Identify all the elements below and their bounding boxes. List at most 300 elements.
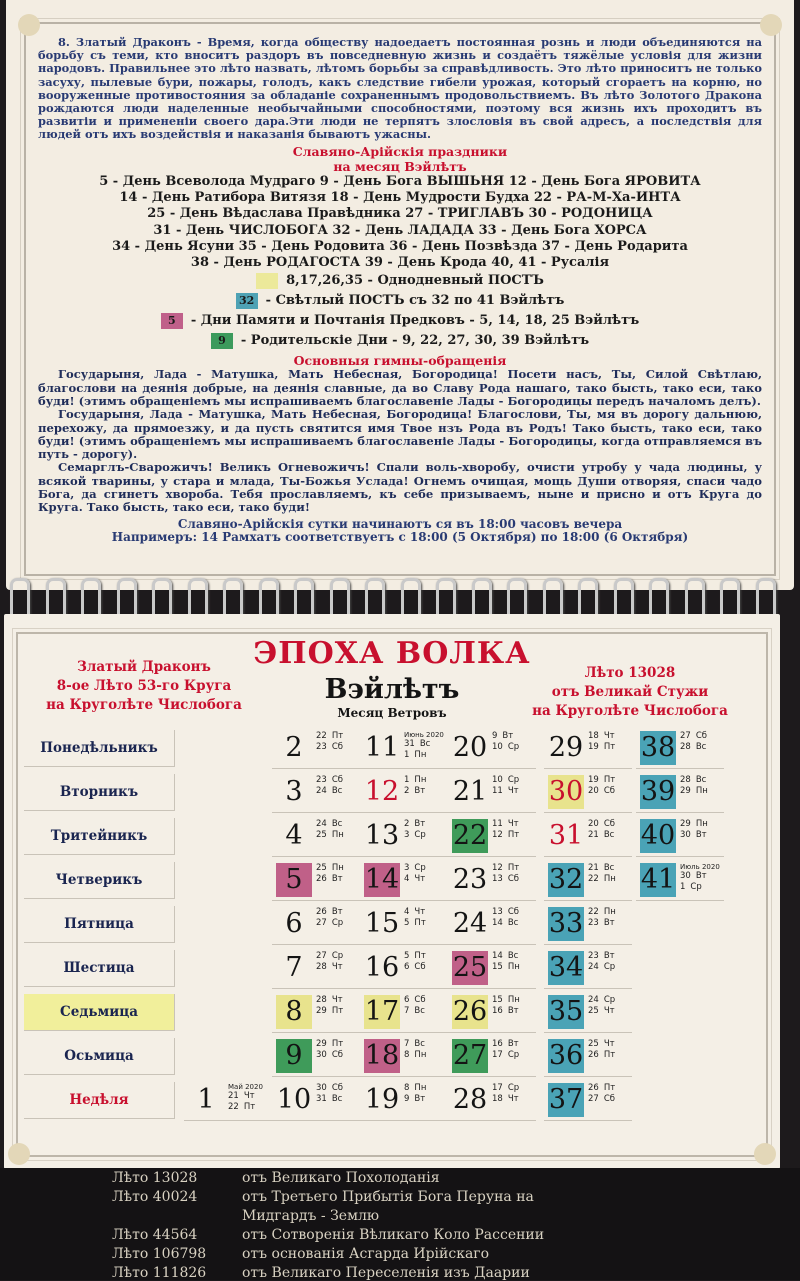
gregorian-day: 8 <box>404 1050 410 1060</box>
holiday-line: 34 - День Ясуни 35 - День Родовита 36 - День Позвѣзда 37 - День Родарита <box>112 238 688 254</box>
gregorian-weekday: Сб <box>331 742 344 752</box>
calendar-day-cell[interactable] <box>360 905 448 943</box>
gregorian-weekday: Ср <box>603 995 616 1005</box>
calendar-day-cell[interactable] <box>448 773 536 811</box>
row-divider <box>448 1120 536 1121</box>
gregorian-date <box>404 951 448 962</box>
gregorian-weekday: Вс <box>419 739 431 749</box>
calendar-day-cell[interactable] <box>544 905 632 943</box>
upper-calendar-page <box>6 0 794 590</box>
row-divider <box>636 856 724 857</box>
weekday-label: Тритейникъ <box>24 818 175 855</box>
day-number: 2 <box>285 732 303 763</box>
calendar-day-cell[interactable] <box>360 993 448 1031</box>
row-divider <box>636 900 724 901</box>
gregorian-weekday: Сб <box>507 874 520 884</box>
day-number: 20 <box>452 732 488 763</box>
gregorian-weekday: Пт <box>603 1083 616 1093</box>
gregorian-dates <box>316 731 360 765</box>
gregorian-day: 23 <box>316 775 327 785</box>
background-text: отъ Третьего Прибытія Бога Перуна на <box>242 1189 534 1205</box>
gregorian-weekday: Пт <box>603 742 616 752</box>
gregorian-day: 12 <box>492 863 503 873</box>
gregorian-weekday: Ср <box>414 830 426 840</box>
gregorian-weekday: Чт <box>507 1094 519 1104</box>
day-number: 35 <box>548 996 584 1027</box>
calendar-day-cell[interactable] <box>448 949 536 987</box>
gregorian-day: 22 <box>316 731 327 741</box>
gregorian-weekday: Пн <box>331 863 344 873</box>
day-number: 3 <box>285 776 303 807</box>
calendar-day-cell[interactable] <box>636 861 724 899</box>
gregorian-date <box>492 731 536 742</box>
gregorian-date <box>492 1094 536 1105</box>
calendar-day-cell[interactable] <box>360 861 448 899</box>
gregorian-day: 1 <box>404 750 410 760</box>
holiday-line: 25 - День Вѣдаслава Правѣдника 27 - ТРИГЛАВЪ 30 - РОДОНИЦА <box>147 206 653 222</box>
calendar-day-cell[interactable] <box>448 861 536 899</box>
row-divider <box>544 1120 632 1121</box>
gregorian-month: Июль 2020 <box>680 863 720 871</box>
gregorian-day: 5 <box>404 951 410 961</box>
calendar-day-cell[interactable] <box>448 905 536 943</box>
day-number: 33 <box>548 908 584 939</box>
gregorian-month: Май 2020 <box>228 1083 263 1091</box>
day-number: 41 <box>640 864 676 895</box>
gregorian-weekday: Вт <box>414 1094 426 1104</box>
calendar-day-cell[interactable] <box>272 861 360 899</box>
background-calendar-text <box>0 1168 800 1280</box>
gregorian-weekday: Пт <box>603 1050 616 1060</box>
day-number: 11 <box>364 732 400 763</box>
gregorian-dates <box>228 1083 272 1117</box>
gregorian-date <box>316 742 360 753</box>
gregorian-date <box>492 742 536 753</box>
day-number: 6 <box>285 908 303 939</box>
calendar-day-cell[interactable] <box>360 949 448 987</box>
gregorian-date <box>588 775 632 786</box>
gregorian-weekday: Вт <box>695 871 707 881</box>
gregorian-dates <box>404 907 448 941</box>
weekday-label: Четверикъ <box>24 862 175 899</box>
gregorian-day: 18 <box>588 731 599 741</box>
gregorian-date <box>588 1039 632 1050</box>
gregorian-date <box>588 742 632 753</box>
calendar-day-cell[interactable] <box>636 729 724 767</box>
gregorian-date <box>316 786 360 797</box>
gregorian-date <box>404 786 448 797</box>
gregorian-date <box>492 951 536 962</box>
gregorian-day: 27 <box>316 918 327 928</box>
row-divider <box>272 1032 360 1033</box>
gregorian-date <box>680 775 724 786</box>
day-number: 24 <box>452 908 488 939</box>
gregorian-weekday: Вт <box>603 951 615 961</box>
gregorian-date <box>492 1006 536 1017</box>
gregorian-weekday: Вт <box>331 874 343 884</box>
gregorian-date <box>404 874 448 885</box>
gregorian-weekday: Пт <box>331 1006 344 1016</box>
calendar-day-cell[interactable] <box>448 1081 536 1119</box>
row-divider <box>272 988 360 989</box>
gregorian-date <box>404 739 448 750</box>
calendar-day-cell[interactable] <box>544 949 632 987</box>
calendar-day-cell[interactable] <box>448 1037 536 1075</box>
gregorian-day: 7 <box>404 1006 410 1016</box>
gregorian-day: 22 <box>228 1102 239 1112</box>
gregorian-weekday: Пн <box>414 775 427 785</box>
calendar-day-cell[interactable] <box>544 861 632 899</box>
gregorian-date <box>492 918 536 929</box>
background-text: отъ Великаго Похолоданія <box>242 1170 440 1186</box>
gregorian-weekday: Вс <box>414 1006 425 1016</box>
legend-text: - Родительскіе Дни - 9, 22, 27, 30, 39 Вэйлѣтъ <box>240 333 590 349</box>
calendar-day-cell[interactable] <box>636 817 724 855</box>
gregorian-day: 14 <box>492 918 503 928</box>
day-number: 16 <box>364 952 400 983</box>
gregorian-dates <box>680 731 724 765</box>
gregorian-date <box>404 750 448 761</box>
corner-ornament <box>754 1143 776 1165</box>
row-divider <box>544 768 632 769</box>
day-number: 28 <box>452 1084 488 1115</box>
calendar-day-cell[interactable] <box>448 817 536 855</box>
gregorian-day: 13 <box>492 874 503 884</box>
gregorian-weekday: Сб <box>603 786 616 796</box>
gregorian-date <box>316 1039 360 1050</box>
day-number: 14 <box>364 864 400 895</box>
gregorian-date <box>316 918 360 929</box>
gregorian-dates <box>588 731 632 765</box>
calendar-day-cell[interactable] <box>544 773 632 811</box>
gregorian-day: 3 <box>404 830 410 840</box>
calendar-day-cell[interactable] <box>360 773 448 811</box>
gregorian-date <box>588 962 632 973</box>
gregorian-date <box>316 1094 360 1105</box>
gregorian-day: 9 <box>492 731 498 741</box>
gregorian-dates <box>492 731 536 765</box>
gregorian-date <box>492 907 536 918</box>
gregorian-date <box>492 995 536 1006</box>
gregorian-weekday: Вс <box>507 918 519 928</box>
gregorian-dates <box>588 907 632 941</box>
gregorian-weekday: Вс <box>603 863 615 873</box>
gregorian-date <box>492 786 536 797</box>
gregorian-day: 23 <box>588 951 599 961</box>
gregorian-day: 16 <box>492 1039 503 1049</box>
gregorian-date <box>404 962 448 973</box>
gregorian-date <box>316 951 360 962</box>
day-number: 25 <box>452 952 488 983</box>
calendar-day-cell[interactable] <box>544 817 632 855</box>
calendar-day-cell[interactable] <box>448 993 536 1031</box>
day-number: 26 <box>452 996 488 1027</box>
gregorian-date <box>492 962 536 973</box>
holiday-line: 31 - День ЧИСЛОБОГА 32 - День ЛАДАДА 33 - День Бога ХОРСА <box>153 222 647 238</box>
day-number: 12 <box>364 776 400 807</box>
gregorian-date <box>588 951 632 962</box>
gregorian-dates <box>316 819 360 853</box>
gregorian-date <box>588 995 632 1006</box>
row-divider <box>360 988 448 989</box>
legend-item <box>38 291 762 311</box>
gregorian-day: 23 <box>316 742 327 752</box>
month-subtitle: Месяц Ветровъ <box>337 706 447 720</box>
calendar-day-cell[interactable] <box>636 773 724 811</box>
calendar-day-cell[interactable] <box>272 729 360 767</box>
gregorian-day: 28 <box>316 995 327 1005</box>
gregorian-weekday: Чт <box>603 1006 615 1016</box>
gregorian-day: 22 <box>588 874 599 884</box>
gregorian-date <box>680 882 724 893</box>
gregorian-day: 17 <box>492 1050 503 1060</box>
hymn-paragraph: Семарглъ-Сварожичъ! Великъ Огневожичъ! Спали воль-хворобу, очисти утробу у чада людины, у всякой тварины, у стара и млада, Ты-Божья Услада! Огнемъ очищая, мощь Души отворяя, спаси чадо Бога, да сгинетъ хвороба. Тебя прославляемъ, къ себе призываемъ, ныне и присно и отъ Круга до Круга. Тако бысть, тако еси, тако буди! <box>38 460 762 515</box>
gregorian-dates <box>404 863 448 897</box>
gregorian-weekday: Сб <box>331 1083 344 1093</box>
calendar-day-cell[interactable] <box>272 993 360 1031</box>
calendar-day-cell[interactable] <box>448 729 536 767</box>
gregorian-day: 22 <box>588 907 599 917</box>
legend-swatch: 9 <box>211 333 233 349</box>
gregorian-date <box>316 995 360 1006</box>
weekday-label: Вторникъ <box>24 774 175 811</box>
gregorian-day: 17 <box>492 1083 503 1093</box>
background-line <box>112 1227 544 1243</box>
calendar-day-cell[interactable] <box>544 1037 632 1075</box>
calendar-day-cell[interactable] <box>360 729 448 767</box>
calendar-day-cell[interactable] <box>272 773 360 811</box>
gregorian-day: 6 <box>404 962 410 972</box>
calendar-day-cell[interactable] <box>184 1081 272 1119</box>
gregorian-date <box>404 1006 448 1017</box>
gregorian-day: 1 <box>680 882 686 892</box>
gregorian-date <box>316 775 360 786</box>
gregorian-date <box>316 962 360 973</box>
gregorian-dates <box>404 775 448 809</box>
gregorian-date <box>492 1039 536 1050</box>
background-line <box>112 1189 534 1205</box>
calendar-day-cell[interactable] <box>360 817 448 855</box>
calendar-day-cell[interactable] <box>272 1037 360 1075</box>
example-note: Напримеръ: 14 Рамхатъ соответствуетъ с 18:00 (5 Октября) по 18:00 (6 Октября) <box>111 529 689 544</box>
gregorian-date <box>680 742 724 753</box>
background-line <box>112 1170 440 1186</box>
calendar-day-cell[interactable] <box>272 817 360 855</box>
gregorian-date <box>680 786 724 797</box>
holidays-list <box>38 174 762 272</box>
gregorian-dates <box>404 951 448 985</box>
gregorian-dates <box>404 819 448 853</box>
calendar-day-cell[interactable] <box>272 905 360 943</box>
row-divider <box>360 1120 448 1121</box>
holiday-line: 38 - День РОДАГОСТА 39 - День Крода 40, 41 - Русалія <box>190 255 610 271</box>
day-number: 39 <box>640 776 676 807</box>
gregorian-weekday: Чт <box>414 907 426 917</box>
gregorian-date <box>588 786 632 797</box>
row-divider <box>544 856 632 857</box>
calendar-day-cell[interactable] <box>544 993 632 1031</box>
gregorian-date <box>404 1094 448 1105</box>
gregorian-date <box>316 1050 360 1061</box>
background-year: Лѣто 106798 <box>112 1246 207 1262</box>
calendar-day-cell[interactable] <box>360 1037 448 1075</box>
row-divider <box>544 812 632 813</box>
gregorian-dates <box>316 951 360 985</box>
day-number: 1 <box>197 1084 215 1115</box>
row-divider <box>360 944 448 945</box>
legend <box>38 271 762 351</box>
gregorian-weekday: Вт <box>603 918 615 928</box>
gregorian-weekday: Пт <box>414 918 426 928</box>
gregorian-day: 11 <box>492 786 503 796</box>
gregorian-date <box>588 1006 632 1017</box>
gregorian-day: 30 <box>316 1083 327 1093</box>
gregorian-weekday: Вс <box>331 1094 343 1104</box>
weekday-label: Осьмица <box>24 1038 175 1075</box>
gregorian-weekday: Сб <box>695 731 708 741</box>
row-divider <box>448 856 536 857</box>
gregorian-date <box>680 871 724 882</box>
gregorian-date <box>492 874 536 885</box>
row-divider <box>272 944 360 945</box>
gregorian-day: 26 <box>588 1050 599 1060</box>
gregorian-day: 4 <box>404 907 410 917</box>
dragon-description: 8. Златый Драконъ - Время, когда обществу надоедаетъ постоянная рознь и люди объединяются на борьбу съ теми, кто вноситъ раздоръ въ повседневную жизнь и создаётъ тяжёлые условія для жизни народовъ. Правильнее это лѣто назвать, лѣтомъ борьбы за справѣдливость. Это лѣто приноситъ не только засуху, пылевые бури, пожары, голодъ, какъ следствие гибели урожая, который сгораетъ на корню, но вооруженные противостояния за обладаніе сохраненнымъ продовольствиемъ. Въ лѣто Золотого Дракона рождаются люди наделенные необычайными способностями, поэтому вся жизнь ихъ проходитъ въ развитіи и примененіи своего дара.Эти люди не терпятъ злословія въ свой адресъ, а последствія для людей отъ ихъ воздействія и наказанія бываютъ ужасны. <box>38 35 762 142</box>
gregorian-weekday: Вт <box>414 819 426 829</box>
row-divider <box>544 988 632 989</box>
gregorian-day: 19 <box>588 775 599 785</box>
gregorian-weekday: Ср <box>603 962 616 972</box>
gregorian-weekday: Пт <box>243 1102 256 1112</box>
legend-text: 8,17,26,35 - Однодневный ПОСТЪ <box>286 273 544 289</box>
row-divider <box>360 1076 448 1077</box>
weekday-label: Недѣля <box>24 1082 175 1119</box>
gregorian-weekday: Пт <box>603 775 616 785</box>
gregorian-day: 28 <box>680 775 691 785</box>
gregorian-day: 30 <box>680 830 691 840</box>
gregorian-dates <box>588 819 632 853</box>
gregorian-date <box>588 819 632 830</box>
gregorian-weekday: Пн <box>414 1083 427 1093</box>
day-number: 15 <box>364 908 400 939</box>
background-year: Лѣто 111826 <box>112 1265 207 1281</box>
gregorian-weekday: Чт <box>331 995 343 1005</box>
gregorian-weekday: Ср <box>507 742 520 752</box>
row-divider <box>544 944 632 945</box>
gregorian-day: 24 <box>316 819 327 829</box>
legend-text: - Свѣтлый ПОСТЪ съ 32 по 41 Вэйлѣтъ <box>265 293 565 309</box>
gregorian-date <box>492 863 536 874</box>
gregorian-date <box>492 1083 536 1094</box>
day-number: 31 <box>548 820 584 851</box>
calendar-day-cell[interactable] <box>544 729 632 767</box>
legend-item <box>38 311 762 331</box>
gregorian-date <box>316 819 360 830</box>
hymns <box>38 368 762 514</box>
gregorian-day: 11 <box>492 819 503 829</box>
gregorian-date <box>404 830 448 841</box>
right-header: Лѣто 13028 отъ Великай Стужи на Круголѣте Числобога <box>532 665 728 719</box>
gregorian-weekday: Пт <box>507 830 520 840</box>
row-divider <box>544 1032 632 1033</box>
gregorian-weekday: Вс <box>695 742 707 752</box>
gregorian-weekday: Вт <box>507 1006 519 1016</box>
gregorian-dates <box>492 863 536 897</box>
day-number: 27 <box>452 1040 488 1071</box>
holidays-title: Славяно-Арійскія праздники на месяц Вэйлѣтъ <box>292 143 508 174</box>
row-divider <box>448 900 536 901</box>
gregorian-day: 5 <box>404 918 410 928</box>
gregorian-date <box>404 775 448 786</box>
gregorian-date <box>492 1050 536 1061</box>
background-line <box>112 1246 489 1262</box>
gregorian-dates <box>316 775 360 809</box>
gregorian-day: 31 <box>404 739 415 749</box>
gregorian-weekday: Пн <box>507 995 520 1005</box>
gregorian-weekday: Вс <box>695 775 707 785</box>
background-line <box>112 1208 379 1224</box>
gregorian-date <box>492 830 536 841</box>
weekday-label: Седьмица <box>24 994 175 1031</box>
gregorian-day: 4 <box>404 874 410 884</box>
gregorian-date <box>588 863 632 874</box>
gregorian-weekday: Сб <box>414 962 426 972</box>
gregorian-dates <box>404 731 448 765</box>
gregorian-day: 24 <box>588 962 599 972</box>
gregorian-date <box>680 819 724 830</box>
gregorian-weekday: Пн <box>695 819 708 829</box>
gregorian-day: 2 <box>404 819 410 829</box>
gregorian-weekday: Пн <box>507 962 520 972</box>
gregorian-date <box>316 830 360 841</box>
gregorian-weekday: Пт <box>414 951 426 961</box>
row-divider <box>360 768 448 769</box>
day-number: 17 <box>364 996 400 1027</box>
legend-swatch <box>256 273 278 289</box>
day-number: 32 <box>548 864 584 895</box>
row-divider <box>360 856 448 857</box>
hymns-title: Основныя гимны-обращенія <box>293 353 507 369</box>
calendar-day-cell[interactable] <box>272 949 360 987</box>
row-divider <box>448 768 536 769</box>
gregorian-weekday: Вс <box>331 786 343 796</box>
legend-item <box>38 271 762 291</box>
gregorian-day: 10 <box>492 775 503 785</box>
gregorian-day: 8 <box>404 1083 410 1093</box>
gregorian-dates <box>404 995 448 1029</box>
gregorian-date <box>316 863 360 874</box>
gregorian-weekday: Вт <box>507 1039 519 1049</box>
gregorian-dates <box>588 995 632 1029</box>
calendar-day-cell[interactable] <box>544 1081 632 1119</box>
day-number: 23 <box>452 864 488 895</box>
gregorian-weekday: Пт <box>507 863 520 873</box>
gregorian-date <box>588 907 632 918</box>
row-divider <box>448 988 536 989</box>
gregorian-weekday: Вт <box>414 786 426 796</box>
background-year: Лѣто 40024 <box>112 1189 198 1205</box>
gregorian-day: 2 <box>404 786 410 796</box>
calendar-day-cell[interactable] <box>272 1081 360 1119</box>
calendar-day-cell[interactable] <box>360 1081 448 1119</box>
gregorian-date <box>404 918 448 929</box>
row-divider <box>544 1076 632 1077</box>
gregorian-day: 29 <box>316 1039 327 1049</box>
day-number: 4 <box>285 820 303 851</box>
gregorian-date <box>404 1039 448 1050</box>
row-divider <box>272 768 360 769</box>
row-divider <box>448 1076 536 1077</box>
